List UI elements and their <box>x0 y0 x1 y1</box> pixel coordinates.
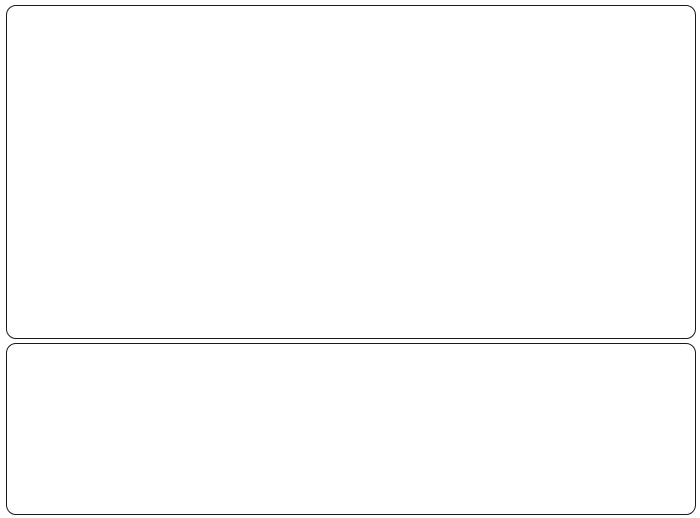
legend-panel <box>6 343 696 515</box>
fuse-panel-top <box>6 5 696 339</box>
